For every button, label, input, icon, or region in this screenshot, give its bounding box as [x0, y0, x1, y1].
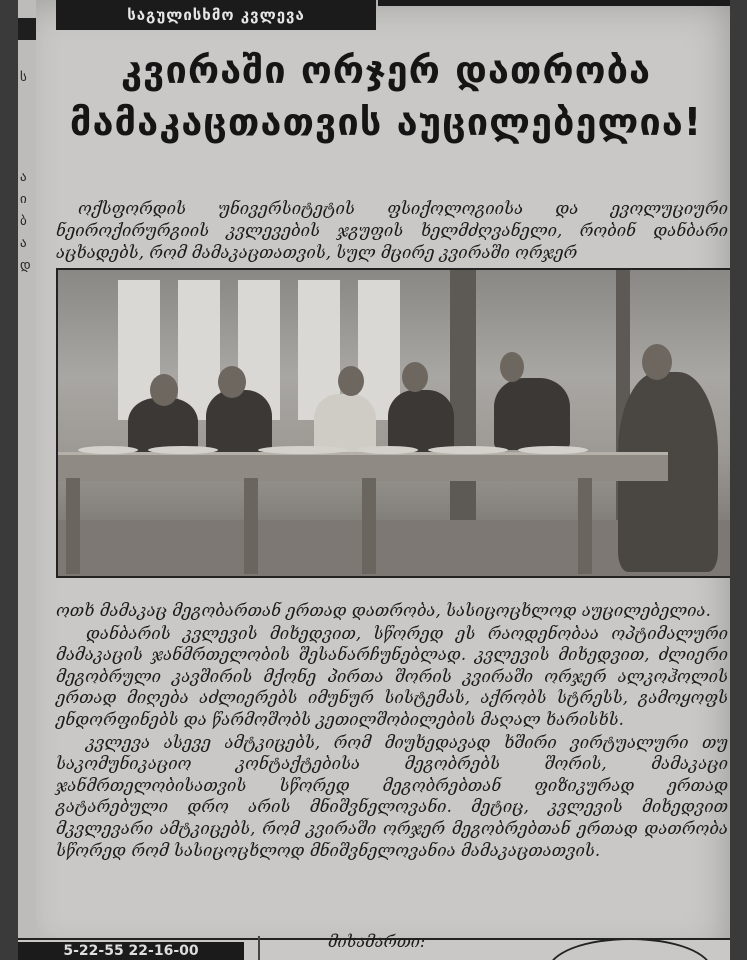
- headline-line-2: მამაკაცთათვის აუცილებელია!: [69, 100, 703, 144]
- adjacent-column-char: ი: [20, 192, 27, 207]
- photo-table-leg: [244, 478, 258, 574]
- article-lead: ოქსფორდის უნივერსიტეტის ფსიქოლოგიისა და ევოლუციური ნეიროქირურგიის კვლევების ჯგუფის ხელმძღვანელი, რობინ დანბარი აცხადებს, რომ მამაკაცთათვის, სულ მცირე კვირაში ორჯერ: [56, 199, 728, 262]
- footer-address-label: მისამართი:: [328, 932, 426, 951]
- adjacent-column-char: დ: [20, 258, 31, 273]
- adjacent-column-rule: [18, 18, 36, 40]
- photo-dish: [428, 446, 508, 454]
- adjacent-column-char: ს: [20, 70, 27, 85]
- body-paragraph: დანბარის კვლევის მიხედვით, სწორედ ეს რაოდენობაა ოპტიმალური მამაკაცის ჯანმრთელობის შესანარჩუნებლად. კვლევის მიხედვით, ძლიერი მეგობრული კავშირის მქონე პირთა შორის კვირაში ორჯერ ალკოჰოლის ერთად მიღება აძლიერებს იმუნურ სისტემას, აქრობს სტრესს, გამოყოფს ენდორფინებს და წარმოშობს კეთილშობილების მაღალ ხარისხს.: [56, 623, 728, 729]
- photo-person-head: [150, 374, 178, 406]
- photo-person-head: [500, 352, 524, 382]
- photo-table-leg: [66, 478, 80, 574]
- photo-person-head: [218, 366, 246, 398]
- adjacent-column-char: ბ: [20, 214, 27, 229]
- footer-phone: 5-22-55 22-16-00: [18, 942, 244, 960]
- adjacent-column-char: ა: [20, 170, 27, 185]
- adjacent-column-char: ა: [20, 236, 27, 251]
- photo-person-head: [642, 344, 672, 380]
- photo-person: [494, 378, 570, 450]
- section-rubric: საგულისხმო კვლევა: [56, 0, 376, 30]
- article-body: [56, 600, 728, 862]
- headline-line-1: კვირაში ორჯერ დათრობა: [120, 48, 652, 92]
- newspaper-page: [18, 0, 730, 960]
- photo-person-head: [338, 366, 364, 396]
- photo-dish: [358, 446, 418, 454]
- rubric-rule: [378, 0, 730, 6]
- adjacent-column-strip: [18, 0, 36, 960]
- photo-person: [206, 390, 272, 456]
- footer-divider: [258, 936, 260, 960]
- body-paragraph: კვლევა ასევე ამტკიცებს, რომ მიუხედავად ხშირი ვირტუალური თუ საკომუნიკაციო კონტაქტებისა მეგობრებს შორის, მამაკაცი ჯანმრთელობისათვის სწორედ მეგობრებთან ფიზიკურად ერთად გატარებული დრო არის მნიშვნელოვანი. მეტიც, კვლევის მიხედვით მკვლევარი ამტკიცებს, რომ კვირაში ორჯერ მეგობრებთან ერთად დათრობა სწორედ რომ სასიცოცხლოდ მნიშვნელოვანია მამაკაცთათვის.: [56, 732, 728, 860]
- photo-dish: [78, 446, 138, 454]
- photo-table-leg: [578, 478, 592, 574]
- photo-table: [58, 452, 668, 481]
- photo-dish: [148, 446, 218, 454]
- photo-dish: [258, 446, 348, 454]
- article-photo: [56, 268, 730, 578]
- photo-person-head: [402, 362, 428, 392]
- photo-dish: [518, 446, 588, 454]
- body-paragraph: ოთხ მამაკაც მეგობართან ერთად დათრობა, სასიცოცხლოდ აუცილებელია.: [56, 601, 711, 620]
- article-headline: [56, 44, 716, 148]
- photo-table-leg: [362, 478, 376, 574]
